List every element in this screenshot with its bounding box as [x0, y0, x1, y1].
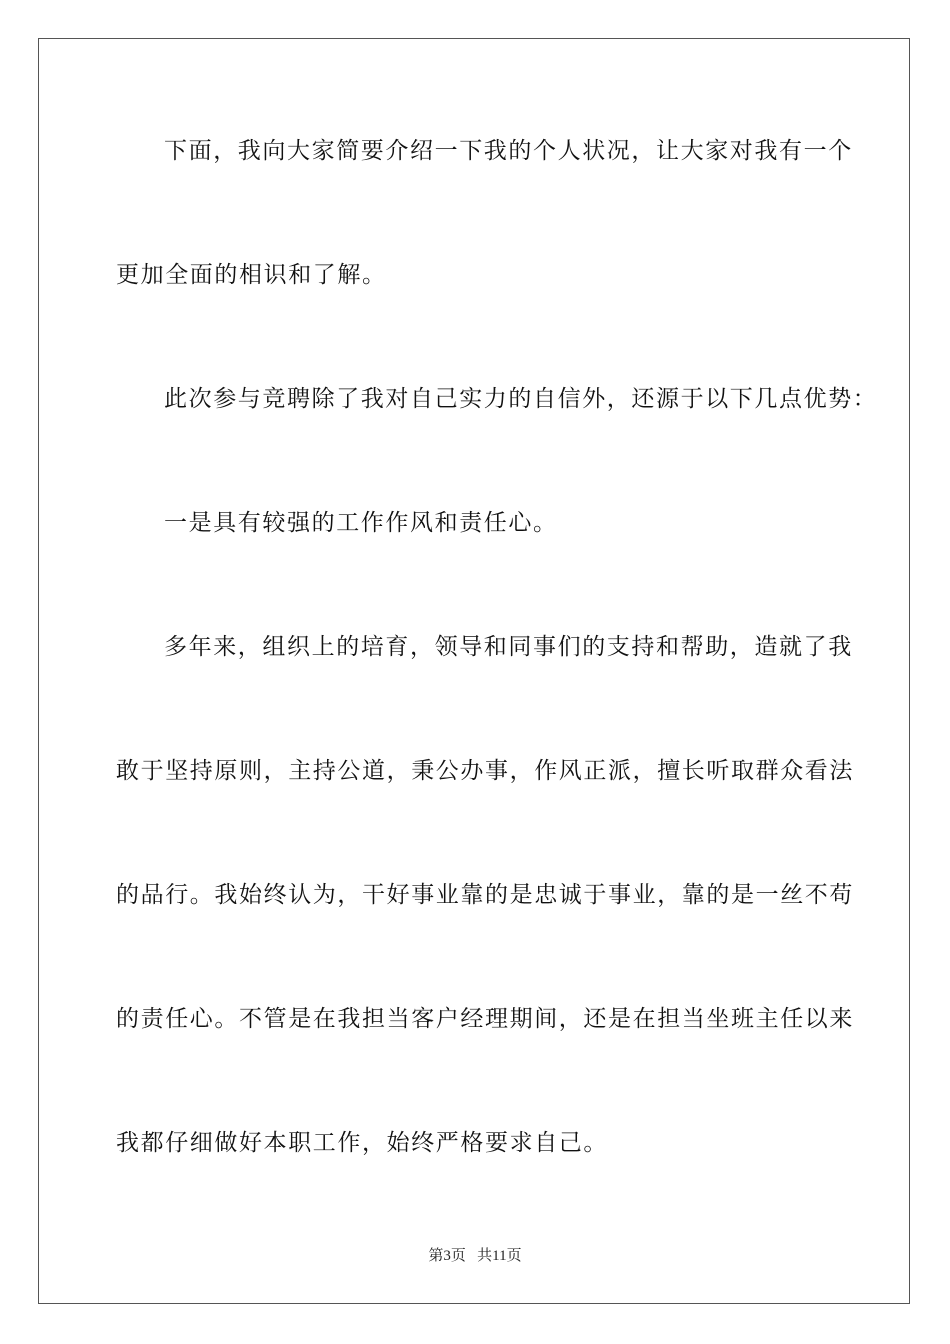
paragraph-1-line-2: 更加全面的相识和了解。 — [116, 262, 387, 288]
paragraph-4-line-4: 的责任心。不管是在我担当客户经理期间，还是在担当坐班主任以来 — [116, 1006, 854, 1032]
total-pages: 共11页 — [477, 1248, 522, 1264]
paragraph-3-line-1: 一是具有较强的工作作风和责任心。 — [164, 510, 558, 536]
paragraph-4-line-5: 我都仔细做好本职工作，始终严格要求自己。 — [116, 1130, 608, 1156]
page-footer — [0, 1244, 950, 1265]
paragraph-4-line-2: 敢于坚持原则，主持公道，秉公办事，作风正派，擅长听取群众看法 — [116, 758, 854, 784]
paragraph-4-line-1: 多年来，组织上的培育，领导和同事们的支持和帮助，造就了我 — [164, 634, 853, 660]
paragraph-4-line-3: 的品行。我始终认为，干好事业靠的是忠诚于事业，靠的是一丝不苟 — [116, 882, 854, 908]
paragraph-1-line-1: 下面，我向大家简要介绍一下我的个人状况，让大家对我有一个 — [164, 138, 853, 164]
paragraph-2-line-1: 此次参与竞聘除了我对自己实力的自信外，还源于以下几点优势： — [164, 386, 878, 412]
page-frame — [38, 38, 910, 1304]
page-number: 第3页 — [428, 1248, 466, 1264]
